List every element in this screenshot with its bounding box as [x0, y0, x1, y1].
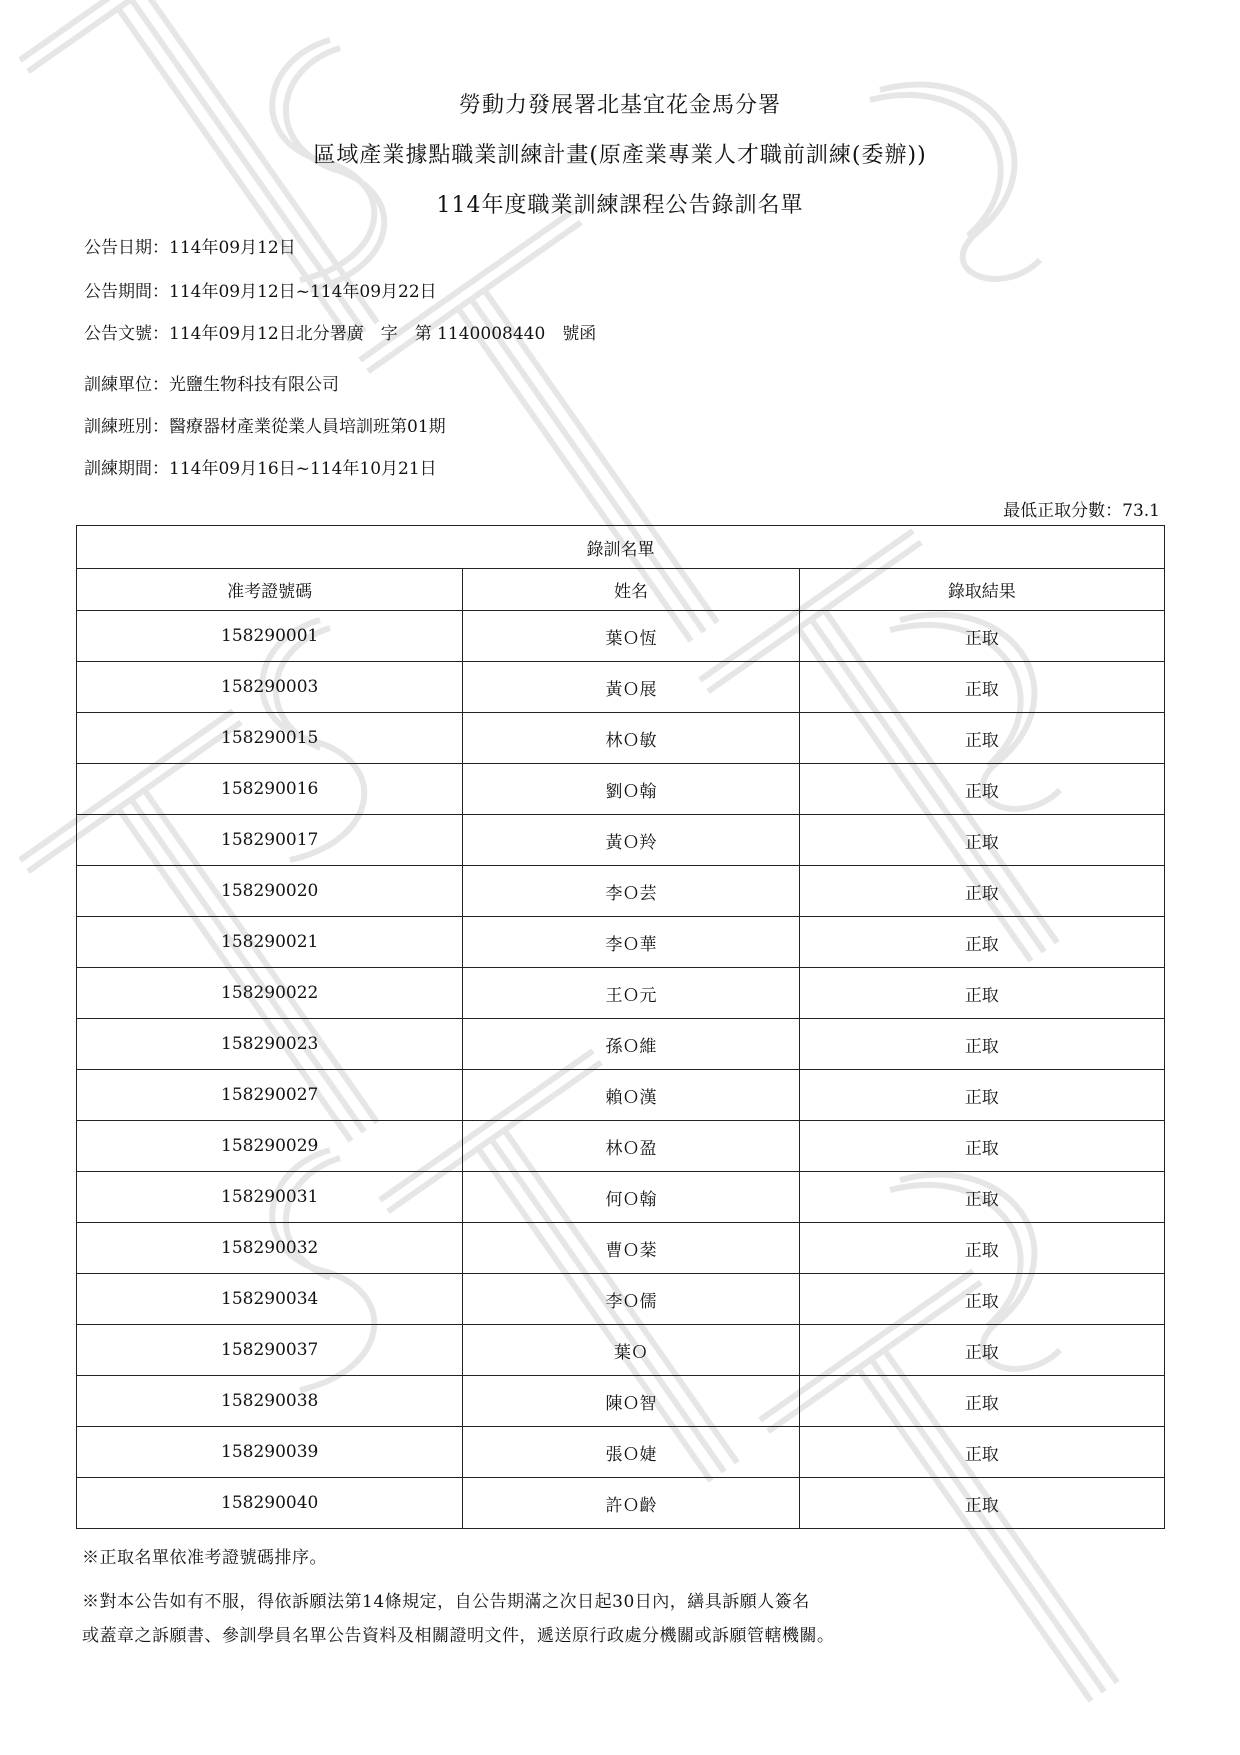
- table-row: [77, 1070, 1165, 1121]
- table-row: [77, 1121, 1165, 1172]
- table-body: [77, 611, 1165, 1529]
- name-cell: 張Ｏ婕: [463, 1427, 799, 1478]
- result-cell: 正取: [799, 1274, 1164, 1325]
- result-cell: 正取: [799, 764, 1164, 815]
- result-cell: 正取: [799, 713, 1164, 764]
- exam-number-cell: 158290039: [77, 1427, 463, 1478]
- exam-number-cell: 158290017: [77, 815, 463, 866]
- result-cell: 正取: [799, 1376, 1164, 1427]
- header-result: 錄取結果: [799, 569, 1164, 611]
- exam-number-cell: 158290015: [77, 713, 463, 764]
- name-cell: 黃Ｏ展: [463, 662, 799, 713]
- name-cell: 陳Ｏ智: [463, 1376, 799, 1427]
- table-row: [77, 866, 1165, 917]
- admission-table: [76, 525, 1165, 1529]
- result-cell: 正取: [799, 1325, 1164, 1376]
- exam-number-cell: 158290034: [77, 1274, 463, 1325]
- table-row: [77, 1478, 1165, 1529]
- result-cell: 正取: [799, 662, 1164, 713]
- exam-number-cell: 158290003: [77, 662, 463, 713]
- table-row: [77, 713, 1165, 764]
- result-cell: 正取: [799, 1478, 1164, 1529]
- result-cell: 正取: [799, 1121, 1164, 1172]
- result-cell: 正取: [799, 815, 1164, 866]
- name-cell: 黃Ｏ羚: [463, 815, 799, 866]
- exam-number-cell: 158290021: [77, 917, 463, 968]
- table-row: [77, 662, 1165, 713]
- result-cell: 正取: [799, 968, 1164, 1019]
- name-cell: 賴Ｏ漢: [463, 1070, 799, 1121]
- table-caption: 錄訓名單: [77, 526, 1165, 569]
- result-cell: 正取: [799, 1172, 1164, 1223]
- exam-number-cell: 158290022: [77, 968, 463, 1019]
- training-class: 訓練班別：醫療器材產業從業人員培訓班第01期: [84, 417, 446, 437]
- table-row: [77, 1172, 1165, 1223]
- result-cell: 正取: [799, 1223, 1164, 1274]
- name-cell: 王Ｏ元: [463, 968, 799, 1019]
- header-name: 姓名: [463, 569, 799, 611]
- name-cell: 李Ｏ華: [463, 917, 799, 968]
- result-cell: 正取: [799, 917, 1164, 968]
- exam-number-cell: 158290001: [77, 611, 463, 662]
- exam-number-cell: 158290027: [77, 1070, 463, 1121]
- name-cell: 林Ｏ敏: [463, 713, 799, 764]
- announcement-period: 公告期間：114年09月12日~114年09月22日: [84, 282, 437, 302]
- name-cell: 劉Ｏ翰: [463, 764, 799, 815]
- exam-number-cell: 158290020: [77, 866, 463, 917]
- name-cell: 許Ｏ齡: [463, 1478, 799, 1529]
- exam-number-cell: 158290016: [77, 764, 463, 815]
- exam-number-cell: 158290032: [77, 1223, 463, 1274]
- result-cell: 正取: [799, 1019, 1164, 1070]
- exam-number-cell: 158290040: [77, 1478, 463, 1529]
- table-row: [77, 764, 1165, 815]
- name-cell: 何Ｏ翰: [463, 1172, 799, 1223]
- table-row: [77, 1223, 1165, 1274]
- appeal-note-line1: ※對本公告如有不服，得依訴願法第14條規定，自公告期滿之次日起30日內，繕具訴願人簽名: [82, 1592, 810, 1612]
- sort-note: ※正取名單依准考證號碼排序。: [82, 1548, 327, 1568]
- appeal-note-line2: 或蓋章之訴願書、參訓學員名單公告資料及相關證明文件，遞送原行政處分機關或訴願管轄機關。: [82, 1626, 835, 1646]
- table-row: [77, 1376, 1165, 1427]
- name-cell: 曹Ｏ棻: [463, 1223, 799, 1274]
- name-cell: 林Ｏ盈: [463, 1121, 799, 1172]
- exam-number-cell: 158290038: [77, 1376, 463, 1427]
- table-row: [77, 968, 1165, 1019]
- table-row: [77, 611, 1165, 662]
- minimum-score: 最低正取分數：73.1: [1003, 501, 1160, 521]
- exam-number-cell: 158290031: [77, 1172, 463, 1223]
- announcement-date: 公告日期：114年09月12日: [84, 238, 296, 258]
- name-cell: 李Ｏ儒: [463, 1274, 799, 1325]
- name-cell: 李Ｏ芸: [463, 866, 799, 917]
- agency-title: 勞動力發展署北基宜花金馬分署: [458, 93, 781, 118]
- header-exam-number: 准考證號碼: [77, 569, 463, 611]
- name-cell: 葉Ｏ恆: [463, 611, 799, 662]
- exam-number-cell: 158290029: [77, 1121, 463, 1172]
- name-cell: 葉Ｏ: [463, 1325, 799, 1376]
- list-title: 114年度職業訓練課程公告錄訓名單: [436, 193, 804, 218]
- announcement-doc-number: 公告文號：114年09月12日北分署廣 字 第 1140008440 號函: [84, 324, 597, 344]
- result-cell: 正取: [799, 1427, 1164, 1478]
- table-row: [77, 815, 1165, 866]
- program-title: 區域產業據點職業訓練計畫(原產業專業人才職前訓練(委辦)): [313, 143, 927, 168]
- table-row: [77, 1274, 1165, 1325]
- result-cell: 正取: [799, 611, 1164, 662]
- name-cell: 孫Ｏ維: [463, 1019, 799, 1070]
- table-row: [77, 1427, 1165, 1478]
- table-row: [77, 1019, 1165, 1070]
- result-cell: 正取: [799, 866, 1164, 917]
- exam-number-cell: 158290037: [77, 1325, 463, 1376]
- exam-number-cell: 158290023: [77, 1019, 463, 1070]
- training-period: 訓練期間：114年09月16日~114年10月21日: [84, 459, 437, 479]
- training-unit: 訓練單位：光鹽生物科技有限公司: [84, 375, 339, 395]
- table-row: [77, 917, 1165, 968]
- result-cell: 正取: [799, 1070, 1164, 1121]
- table-row: [77, 1325, 1165, 1376]
